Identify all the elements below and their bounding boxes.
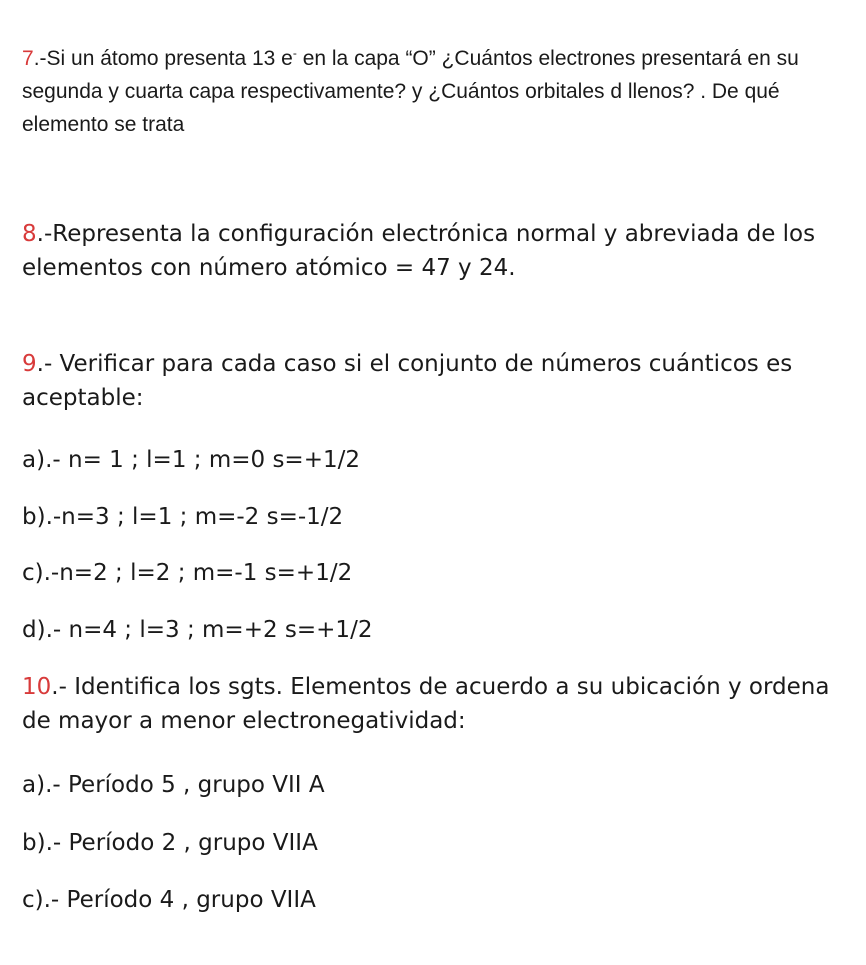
question-10-option-b: b).- Período 2 , grupo VIIA <box>22 830 318 856</box>
question-9-option-c: c).-n=2 ; l=2 ; m=-1 s=+1/2 <box>22 560 353 586</box>
question-9-option-d: d).- n=4 ; l=3 ; m=+2 s=+1/2 <box>22 617 373 643</box>
question-7-text-start: .-Si un átomo presenta 13 e <box>33 47 293 70</box>
question-10-option-c: c).- Período 4 , grupo VIIA <box>22 887 316 913</box>
question-7-number: 7 <box>22 47 34 70</box>
question-8 <box>22 217 842 285</box>
question-7 <box>22 42 812 141</box>
question-9-option-a: a).- n= 1 ; l=1 ; m=0 s=+1/2 <box>22 447 360 473</box>
electron-charge-superscript: - <box>292 46 297 60</box>
question-9-text: .- Verificar para cada caso si el conjunto de números cuánticos es aceptable: <box>22 351 793 411</box>
question-7-text-end: en la capa “O” ¿Cuántos electrones presentará en su segunda y cuarta capa respectivamente? y ¿Cuántos orbitales d llenos? . De qué elemento se trata <box>22 47 799 136</box>
question-8-text: .-Representa la configuración electrónica normal y abreviada de los elementos con número atómico = 47 y 24. <box>22 221 816 281</box>
question-10-text: .- Identifica los sgts. Elementos de acuerdo a su ubicación y ordena de mayor a menor electronegatividad: <box>22 674 830 734</box>
question-10-number: 10 <box>22 674 52 700</box>
question-9 <box>22 347 842 415</box>
question-9-option-b: b).-n=3 ; l=1 ; m=-2 s=-1/2 <box>22 504 344 530</box>
question-9-number: 9 <box>22 351 37 377</box>
question-10 <box>22 670 842 738</box>
question-10-option-a: a).- Período 5 , grupo VII A <box>22 772 325 798</box>
question-8-number: 8 <box>22 221 37 247</box>
